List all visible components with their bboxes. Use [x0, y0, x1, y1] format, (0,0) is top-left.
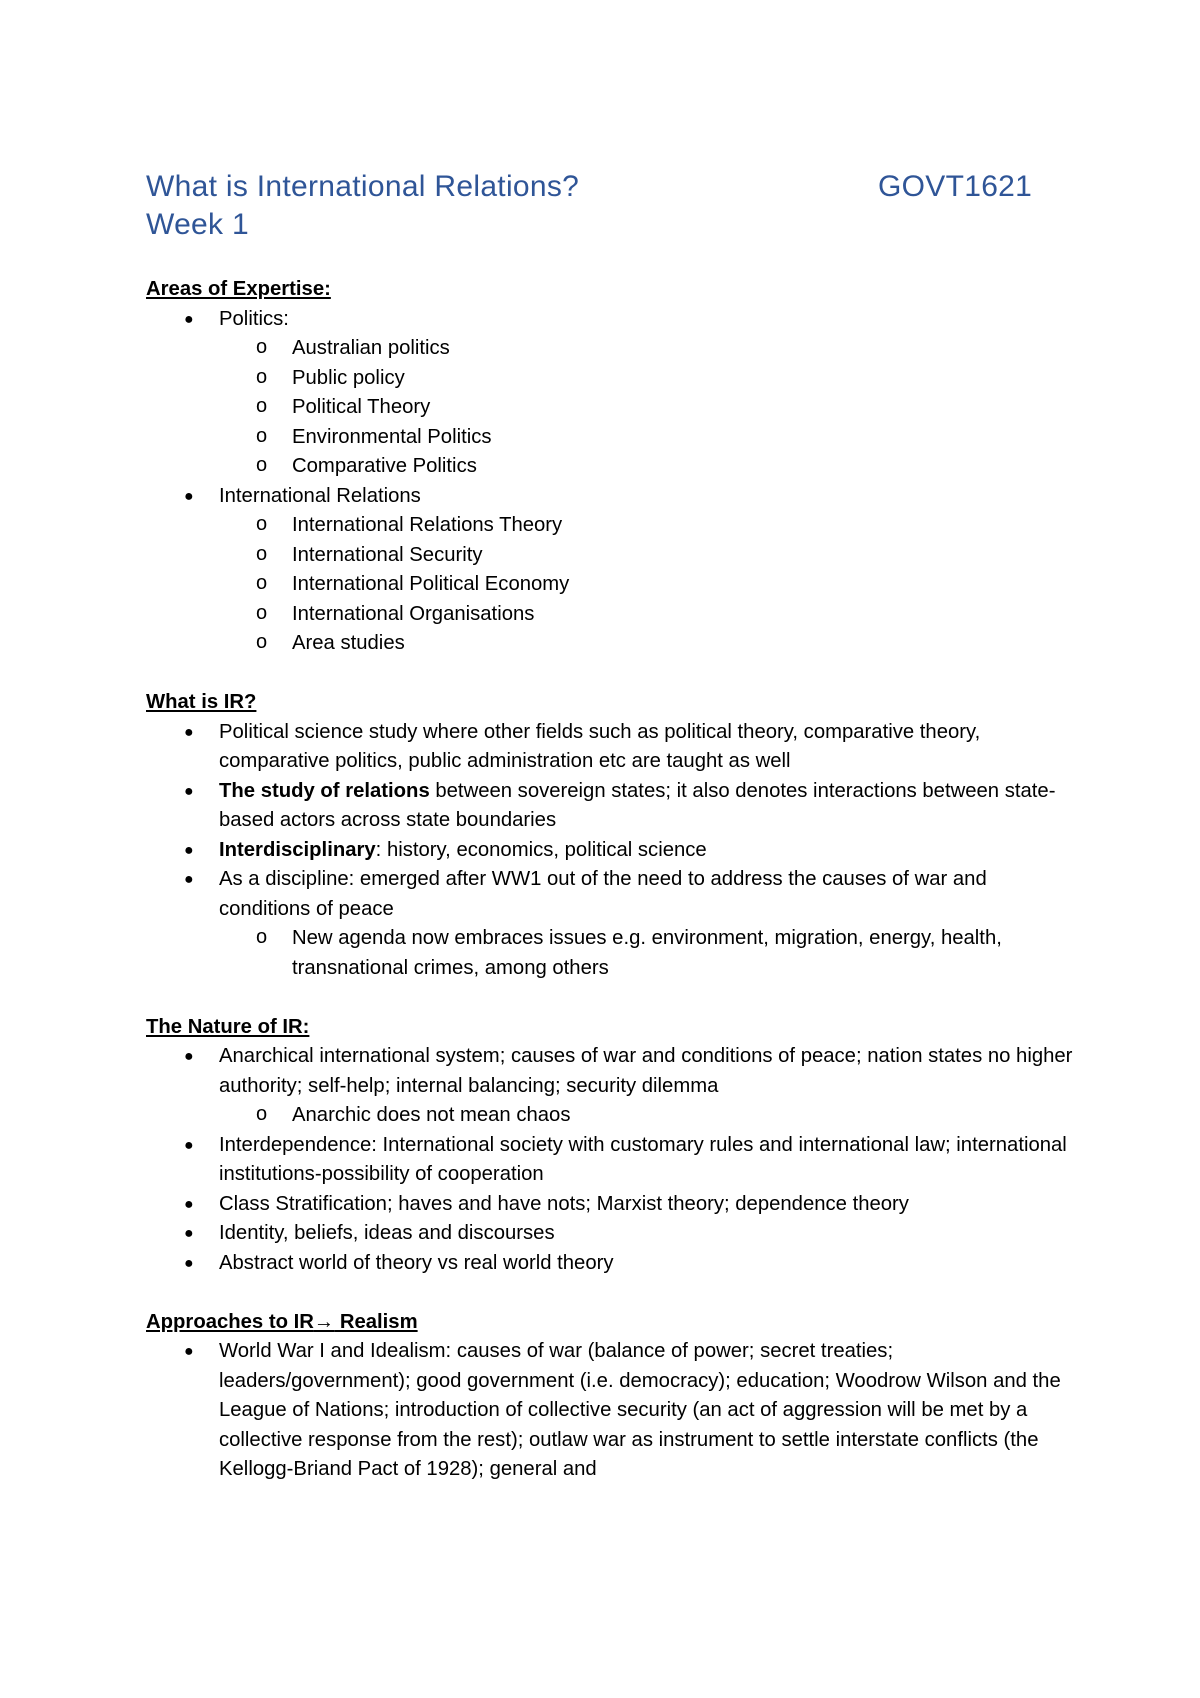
circle-bullet-icon: o	[256, 926, 268, 948]
section-nature-of-ir	[146, 1013, 1076, 1279]
bullet-icon: ●	[184, 723, 194, 741]
circle-bullet-icon: o	[256, 1103, 268, 1125]
list-item: o Comparative Politics	[146, 452, 1076, 482]
list-item: ● Interdisciplinary: history, economics, political science	[146, 836, 1076, 866]
circle-bullet-icon: o	[256, 365, 268, 388]
bullet-icon: ●	[184, 310, 194, 328]
list-item: ● Interdependence: International society with customary rules and international law; international institutions-possibility of cooperation	[146, 1131, 1076, 1190]
bullet-icon: ●	[184, 1136, 194, 1154]
list-item: o International Relations Theory	[146, 511, 1076, 541]
section-heading: What is IR?	[146, 691, 257, 713]
bullet-icon: ●	[184, 782, 194, 800]
list-item: ● Political science study where other fields such as political theory, comparative theory, comparative politics, public administration etc are taught as well	[146, 718, 1076, 777]
section-what-is-ir	[146, 688, 1076, 983]
section-heading: The Nature of IR:	[146, 1015, 310, 1038]
list-item: ● As a discipline: emerged after WW1 out of the need to address the causes of war and conditions of peace	[146, 865, 1076, 924]
bullet-list	[146, 1042, 1076, 1278]
document-body	[146, 275, 1076, 1514]
list-item: ● Politics:	[146, 305, 1076, 335]
course-code: GOVT1621	[878, 170, 1033, 203]
circle-bullet-icon: o	[256, 601, 268, 624]
bullet-list	[146, 718, 1076, 984]
section-approaches-to-ir	[146, 1308, 1076, 1485]
list-item: ● International Relations	[146, 482, 1076, 512]
list-item: o International Organisations	[146, 600, 1076, 630]
list-item: o Australian politics	[146, 334, 1076, 364]
list-item: o New agenda now embraces issues e.g. environment, migration, energy, health, transnational crimes, among others	[146, 924, 1076, 983]
circle-bullet-icon: o	[256, 424, 268, 447]
bullet-icon: ●	[184, 1048, 194, 1065]
title-block	[146, 168, 1056, 244]
section-heading: Areas of Expertise:	[146, 278, 331, 300]
title-line-1	[146, 168, 1056, 206]
list-item: ● The study of relations between sovereign states; it also denotes interactions between state-based actors across state boundaries	[146, 777, 1076, 836]
list-item: ● Anarchical international system; causes of war and conditions of peace; nation states no higher authority; self-help; internal balancing; security dilemma	[146, 1042, 1076, 1101]
circle-bullet-icon: o	[256, 454, 268, 476]
bullet-icon: ●	[184, 841, 194, 859]
list-item: ● Identity, beliefs, ideas and discourses	[146, 1219, 1076, 1249]
bullet-list	[146, 305, 1076, 659]
bullet-icon: ●	[184, 1195, 194, 1213]
bullet-icon: ●	[184, 1343, 194, 1360]
list-item: o Anarchic does not mean chaos	[146, 1101, 1076, 1131]
circle-bullet-icon: o	[256, 336, 268, 358]
bullet-icon: ●	[184, 1225, 194, 1242]
document-title: What is International Relations?	[146, 170, 580, 203]
bullet-list	[146, 1337, 1076, 1485]
bullet-icon: ●	[184, 487, 194, 505]
bullet-icon: ●	[184, 871, 194, 888]
list-item: o Environmental Politics	[146, 423, 1076, 453]
circle-bullet-icon: o	[256, 513, 268, 535]
list-item: ● Abstract world of theory vs real world theory	[146, 1249, 1076, 1279]
list-item: o Area studies	[146, 629, 1076, 659]
list-item: ● Class Stratification; haves and have nots; Marxist theory; dependence theory	[146, 1190, 1076, 1220]
circle-bullet-icon: o	[256, 572, 268, 594]
list-item: ● World War I and Idealism: causes of war (balance of power; secret treaties; leaders/government); good government (i.e. democracy); education; Woodrow Wilson and the League of Nations; introduction of collective security (an act of aggression will be met by a collective response from the rest); outlaw war as instrument to settle interstate conflicts (the Kellogg-Briand Pact of 1928); general and	[146, 1337, 1076, 1485]
list-item: o Political Theory	[146, 393, 1076, 423]
section-areas-of-expertise	[146, 275, 1076, 659]
list-item: o Public policy	[146, 364, 1076, 394]
list-item: o International Security	[146, 541, 1076, 571]
circle-bullet-icon: o	[256, 395, 268, 417]
section-heading: Approaches to IR→ Realism	[146, 1310, 418, 1333]
circle-bullet-icon: o	[256, 631, 268, 653]
bullet-icon: ●	[184, 1254, 194, 1272]
week-label: Week 1	[146, 208, 249, 241]
circle-bullet-icon: o	[256, 542, 268, 565]
list-item: o International Political Economy	[146, 570, 1076, 600]
arrow-right-icon: →	[313, 1310, 335, 1333]
